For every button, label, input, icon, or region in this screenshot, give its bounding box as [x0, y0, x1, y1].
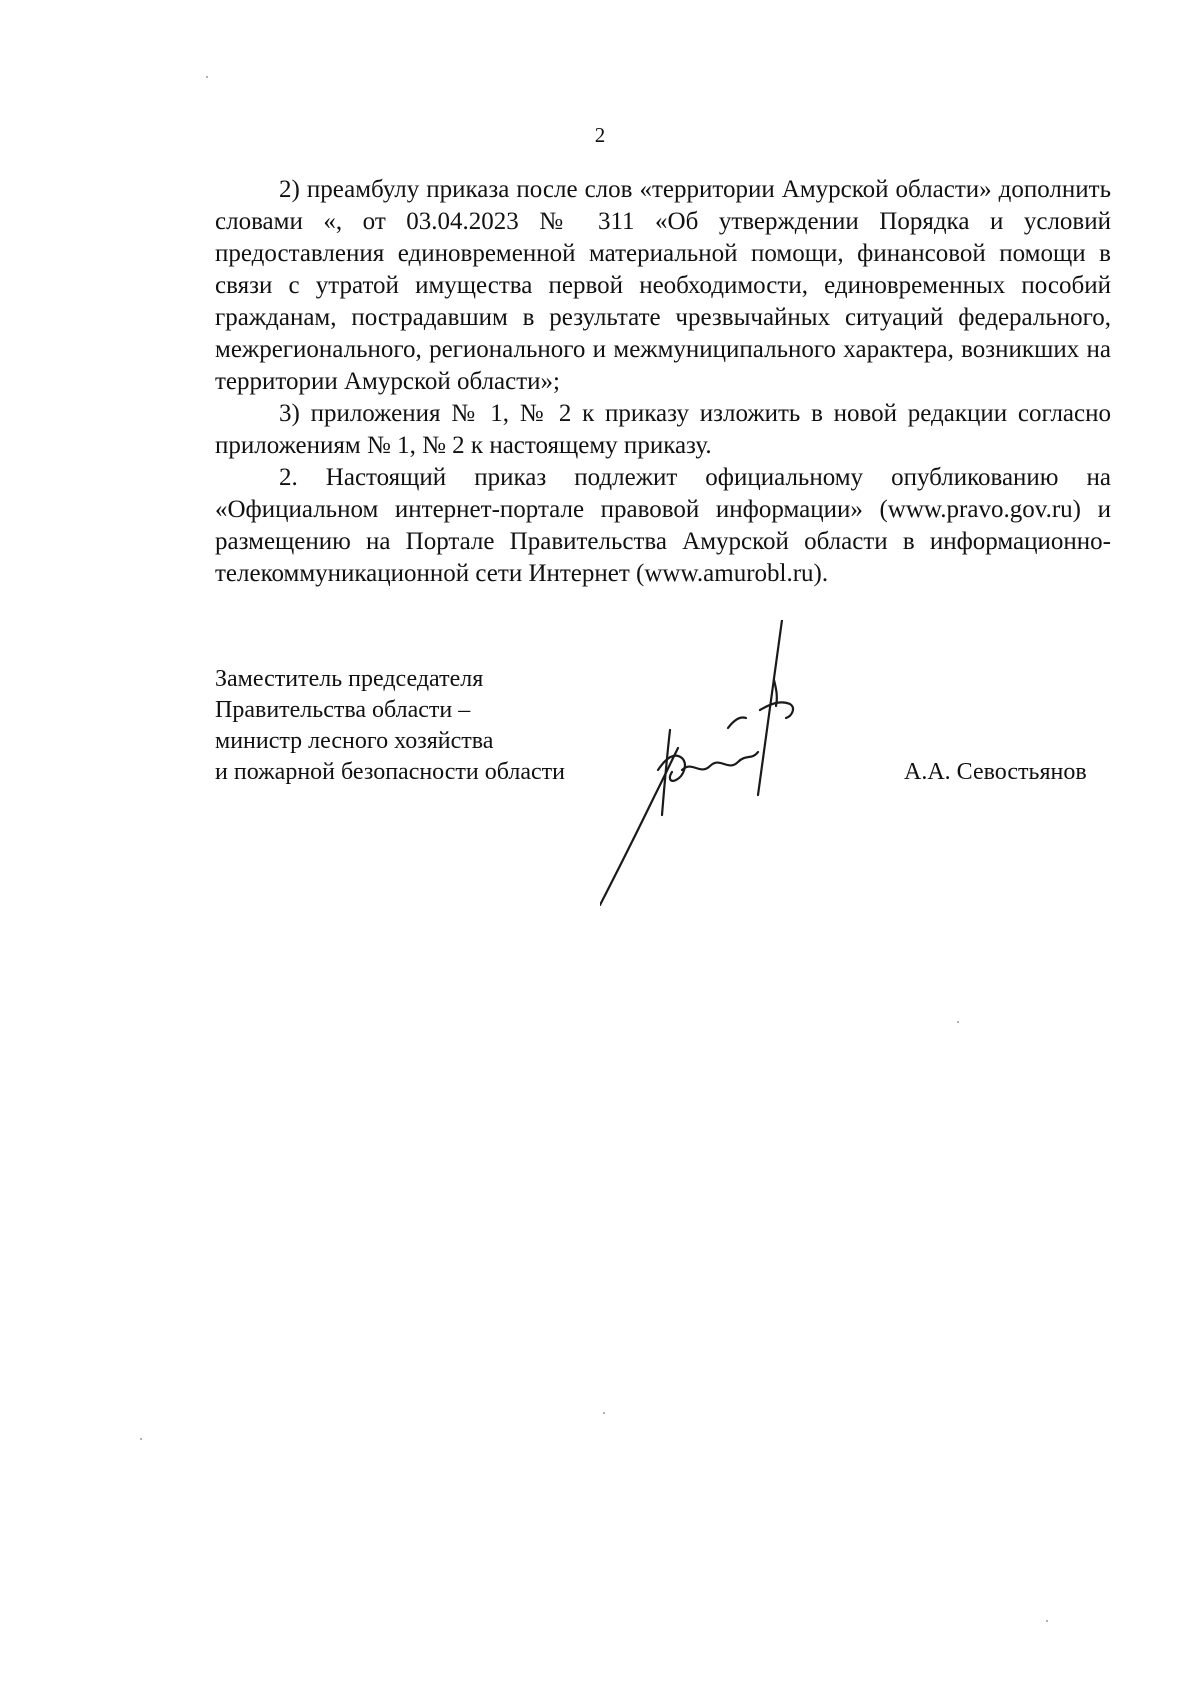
scan-speck	[1046, 1620, 1048, 1622]
document-body	[215, 174, 1111, 590]
paragraph-appendices-amendment: 3) приложения № 1, № 2 к приказу изложить в новой редакции согласно приложениям № 1, № 2 к настоящему приказу.	[215, 400, 1111, 459]
scan-speck	[957, 1021, 959, 1023]
signatory-title-line: и пожарной безопасности области	[215, 759, 565, 785]
paragraph-publication: 2. Настоящий приказ подлежит официальному опубликованию на «Официальном интернет-портале правовой информации» (www.pravo.gov.ru) и размещению на Портале Правительства Амурской области в информационно-телекоммуникационной сети Интернет (www.amurobl.ru).	[215, 464, 1111, 587]
signatory-title-line: Правительства области –	[215, 697, 471, 723]
signatory-title-line: Заместитель председателя	[215, 666, 484, 692]
signatory-name: А.А. Севостьянов	[904, 759, 1087, 785]
signatory-title	[215, 664, 565, 788]
signatory-title-line: министр лесного хозяйства	[215, 728, 494, 754]
scan-speck	[603, 1412, 605, 1414]
scan-speck	[206, 76, 208, 78]
page-number: 2	[594, 123, 606, 147]
handwritten-signature-icon	[600, 620, 880, 910]
paragraph-preamble-amendment: 2) преамбулу приказа после слов «территории Амурской области» дополнить словами «, от 03.04.2023 № 311 «Об утверждении Порядка и условий предоставления единовременной материальной помощи, финансовой помощи в связи с утратой имущества первой необходимости, единовременных пособий гражданам, пострадавшим в результате чрезвычайных ситуаций федерального, межрегионального, регионального и межмуниципального характера, возникших на территории Амурской области»;	[215, 176, 1111, 395]
scan-speck	[140, 1438, 142, 1440]
